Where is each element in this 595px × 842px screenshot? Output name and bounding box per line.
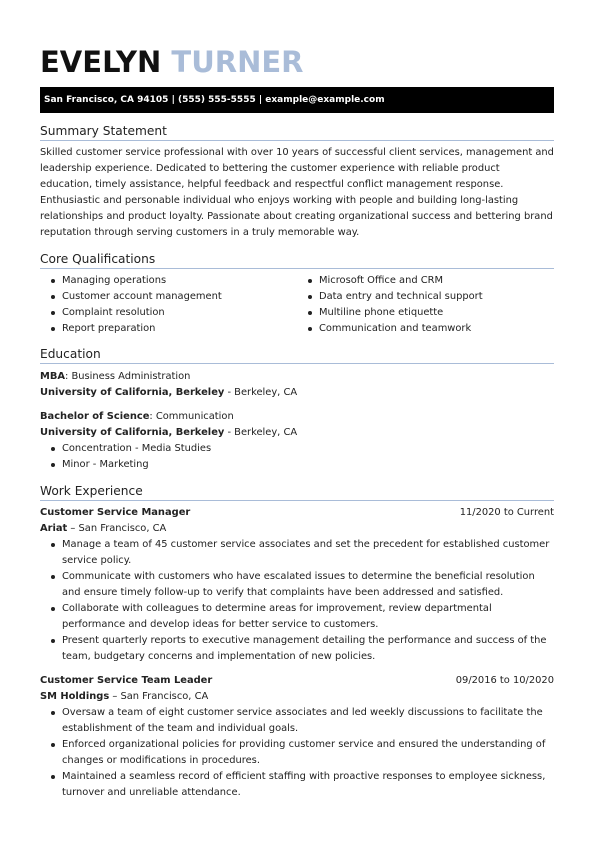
- job-dates: 11/2020 to Current: [459, 507, 554, 518]
- first-name: EVELYN: [40, 45, 162, 79]
- job-title: Customer Service Team Leader: [40, 675, 213, 686]
- list-item: Present quarterly reports to executive management detailing the performance and success of the team, budgetary concerns and implementation of new policies.: [40, 633, 554, 665]
- company-location: – San Francisco, CA: [109, 691, 209, 702]
- last-name: TURNER: [171, 45, 304, 79]
- company-name: Ariat: [40, 523, 68, 534]
- list-item: Microsoft Office and CRM: [297, 273, 554, 289]
- degree-field: : Communication: [149, 411, 234, 422]
- job-1-header: [40, 505, 554, 521]
- summary-text: Skilled customer service professional with over 10 years of successful client services, management and leadership experience. Dedicated to bettering the customer experience with reliable product education, timely assistance, helpful feedback and respectful conflict management response. Enthusiastic and personable individual who enjoys working with people and building long-lasting relationships and product loyalty. Passionate about creating organizational success and bettering brand reputation through serving customers in a truly memorable way.: [40, 147, 554, 238]
- list-item: Communicate with customers who have escalated issues to determine the beneficial resolution and ensure timely follow-up to verify that complaints have been addressed and satisfied.: [40, 569, 554, 601]
- list-item: Concentration - Media Studies: [40, 441, 554, 457]
- list-item: Complaint resolution: [40, 305, 290, 321]
- job-1-company: [40, 521, 554, 537]
- company-name: SM Holdings: [40, 691, 110, 702]
- job-2-company: [40, 689, 554, 705]
- job-dates: 09/2016 to 10/2020: [455, 675, 554, 686]
- experience-title: Work Experience: [40, 483, 554, 501]
- qualifications-right-list: [297, 273, 554, 337]
- list-item: Report preparation: [40, 321, 290, 337]
- summary-title: Summary Statement: [40, 123, 554, 141]
- job-2-bullets: [40, 705, 554, 801]
- list-item: Enforced organizational policies for providing customer service and ensured the understanding of changes or modifications in procedures.: [40, 737, 554, 769]
- candidate-name: [40, 44, 303, 80]
- degree-name: Bachelor of Science: [40, 411, 150, 422]
- job-2-header: [40, 673, 554, 689]
- list-item: Maintained a seamless record of efficient staffing with proactive responses to employee sickness, turnover and unreliable attendance.: [40, 769, 554, 801]
- education-title: Education: [40, 346, 554, 364]
- qualifications-title: Core Qualifications: [40, 251, 554, 269]
- education-school-1: [40, 385, 554, 401]
- contact-bar: San Francisco, CA 94105 | (555) 555-5555 | example@example.com: [40, 87, 554, 113]
- list-item: Oversaw a team of eight customer service associates and led weekly discussions to facilitate the establishment of the team and individual goals.: [40, 705, 554, 737]
- list-item: Managing operations: [40, 273, 290, 289]
- list-item: Multiline phone etiquette: [297, 305, 554, 321]
- job-title: Customer Service Manager: [40, 507, 191, 518]
- degree-field: : Business Administration: [65, 371, 191, 382]
- qualifications-left-list: [40, 273, 290, 337]
- education-school-2: [40, 425, 554, 441]
- list-item: Customer account management: [40, 289, 290, 305]
- list-item: Data entry and technical support: [297, 289, 554, 305]
- education-bullets: [40, 441, 554, 473]
- company-location: – San Francisco, CA: [67, 523, 167, 534]
- school-name: University of California, Berkeley: [40, 427, 225, 438]
- list-item: Minor - Marketing: [40, 457, 554, 473]
- school-name: University of California, Berkeley: [40, 387, 225, 398]
- degree-name: MBA: [40, 371, 65, 382]
- job-1-bullets: [40, 537, 554, 665]
- education-degree-2: [40, 409, 554, 425]
- school-location: - Berkeley, CA: [224, 427, 298, 438]
- list-item: Manage a team of 45 customer service associates and set the precedent for established customer service policy.: [40, 537, 554, 569]
- education-degree-1: [40, 369, 554, 385]
- list-item: Communication and teamwork: [297, 321, 554, 337]
- school-location: - Berkeley, CA: [224, 387, 298, 398]
- list-item: Collaborate with colleagues to determine areas for improvement, review departmental performance and develop ideas for better service to customers.: [40, 601, 554, 633]
